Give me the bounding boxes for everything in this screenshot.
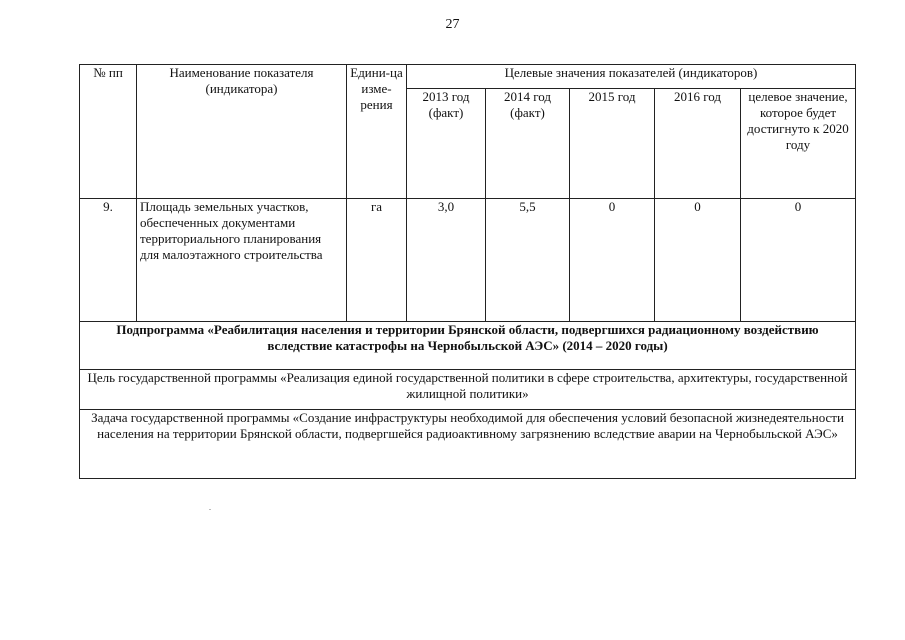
row-value-2015: 0	[570, 199, 655, 322]
row-value-2016: 0	[655, 199, 741, 322]
header-target-2020: целевое значение, которое будет достигнуто к 2020 году	[741, 89, 856, 199]
header-name: Наименование показателя (индикатора)	[137, 65, 347, 199]
task-row	[80, 410, 856, 479]
row-unit: га	[347, 199, 407, 322]
row-value-2020: 0	[741, 199, 856, 322]
indicators-table	[79, 64, 856, 479]
page-number: 27	[445, 17, 460, 32]
program-goal: Цель государственной программы «Реализация единой государственной политики в сфере строительства, архитектуры, государственной жилищной политики»	[80, 370, 856, 410]
header-row-group	[80, 65, 856, 89]
row-name: Площадь земельных участков, обеспеченных документами территориального планирования для малоэтажного строительства	[137, 199, 347, 322]
row-num: 9.	[80, 199, 137, 322]
subprogram-title: Подпрограмма «Реабилитация населения и территории Брянской области, подвергшихся радиационному воздействию вследствие катастрофы на Чернобыльской АЭС» (2014 – 2020 годы)	[80, 322, 856, 370]
header-num: № пп	[80, 65, 137, 199]
program-task: Задача государственной программы «Создание инфраструктуры необходимой для обеспечения условий безопасной жизнедеятельности населения на территории Брянской области, подвергшейся радиоактивному загрязнению вследствие аварии на Чернобыльской АЭС»	[80, 410, 856, 479]
scan-speck	[209, 509, 211, 510]
header-unit: Едини-ца изме-рения	[347, 65, 407, 199]
subprogram-row	[80, 322, 856, 370]
goal-row	[80, 370, 856, 410]
table-row	[80, 199, 856, 322]
row-value-2014: 5,5	[486, 199, 570, 322]
header-year-2013: 2013 год (факт)	[407, 89, 486, 199]
header-year-2014: 2014 год (факт)	[486, 89, 570, 199]
header-year-2015: 2015 год	[570, 89, 655, 199]
header-targets-group: Целевые значения показателей (индикаторов)	[407, 65, 856, 89]
header-year-2016: 2016 год	[655, 89, 741, 199]
row-value-2013: 3,0	[407, 199, 486, 322]
